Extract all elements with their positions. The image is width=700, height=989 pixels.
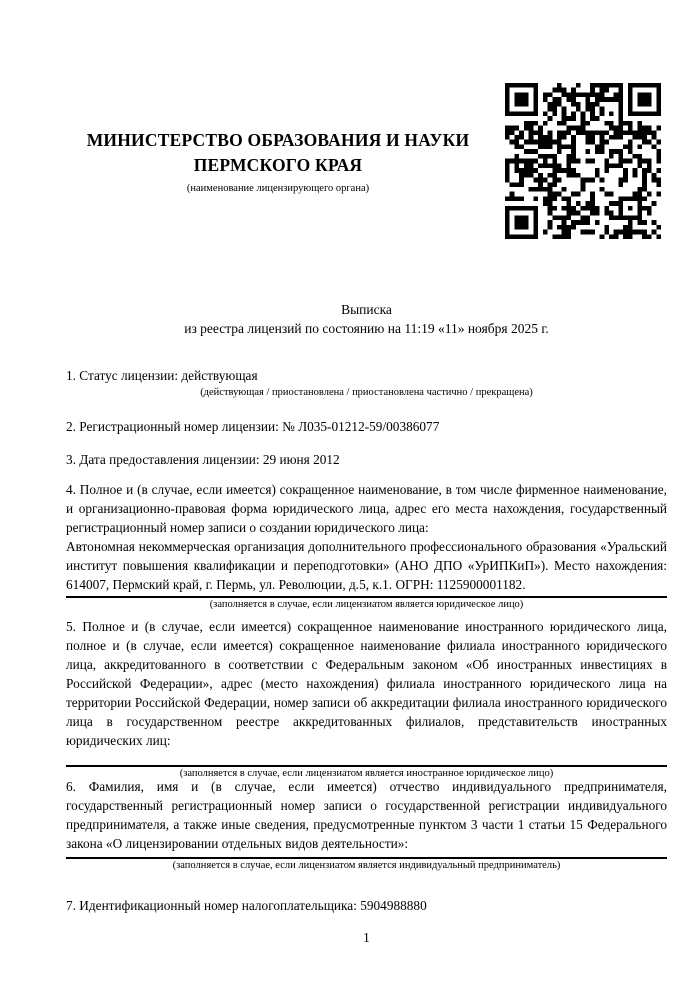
license-status-note: (действующая / приостановлена / приостановлена частично / прекращена): [200, 387, 533, 398]
legal-entity-label: 4. Полное и (в случае, если имеется) сокращенное наименование, в том числе фирменное наименование, и организационно-правовая форма юридического лица, адрес его места нахождения, государственный регистрационный номер записи о создании юридического лица:: [66, 482, 667, 535]
foreign-entity-note: (заполняется в случае, если лицензиатом является иностранное юридическое лицо): [179, 768, 554, 779]
document-title-line1: Выписка: [341, 302, 392, 317]
document-title: [66, 300, 667, 338]
ministry-caption: (наименование лицензирующего органа): [186, 183, 370, 194]
foreign-entity-section: [66, 617, 667, 781]
ministry-name-line2: ПЕРМСКОГО КРАЯ: [193, 155, 363, 175]
page-number: 1: [363, 930, 370, 945]
ministry-name-line1: МИНИСТЕРСТВО ОБРАЗОВАНИЯ И НАУКИ: [86, 130, 470, 150]
document-title-line2: из реестра лицензий по состоянию на 11:19 «11» ноября 2025 г.: [184, 321, 549, 336]
license-status: 1. Статус лицензии: действующая: [66, 368, 258, 383]
legal-entity-section: [66, 480, 667, 612]
entrepreneur-label: 6. Фамилия, имя и (в случае, если имеется) отчество индивидуального предпринимателя, государственный регистрационный номер записи о государственной регистрации индивидуального предпринимателя, а также иные сведения, предусмотренные пунктом 3 части 1 статьи 15 Федерального закона «О лицензировании отдельных видов деятельности»:: [66, 779, 667, 851]
legal-entity-value: Автономная некоммерческая организация дополнительного профессионального образования «Уральский институт повышения квалификации и переподготовки» (АНО ДПО «УрИПКиП»). Место нахождения: 614007, Пермский край, г. Пермь, ул. Революции, д.5, к.1. ОГРН: 1125900001182.: [66, 539, 667, 592]
ministry-name: [66, 128, 490, 178]
entrepreneur-section: [66, 777, 667, 873]
licensing-authority-header: [66, 128, 490, 196]
empty-field: [66, 750, 667, 763]
legal-entity-note: (заполняется в случае, если лицензиатом является юридическое лицо): [209, 599, 524, 610]
license-grant-date: 3. Дата предоставления лицензии: 29 июня 2012: [66, 452, 340, 467]
taxpayer-id: 7. Идентификационный номер налогоплательщика: 5904988880: [66, 898, 427, 913]
empty-field: [66, 853, 667, 855]
license-registration-number: 2. Регистрационный номер лицензии: № Л035-01212-59/00386077: [66, 419, 440, 434]
entrepreneur-note: (заполняется в случае, если лицензиатом является индивидуальный предприниматель): [172, 860, 561, 871]
foreign-entity-label: 5. Полное и (в случае, если имеется) сокращенное наименование иностранного юридического лица, полное и (в случае, если имеется) сокращенное наименование филиала иностранного юридического лица, аккредитованного в соответствии с Федеральным законом «Об иностранных инвестициях в Российской Федерации», адрес (место нахождения) филиала иностранного юридического лица на территории Российской Федерации, номер записи об аккредитации филиала иностранного юридического лица в государственном реестре аккредитованных филиалов, представительств иностранных юридических лиц:: [66, 619, 667, 748]
qr-code-icon: [505, 83, 661, 239]
